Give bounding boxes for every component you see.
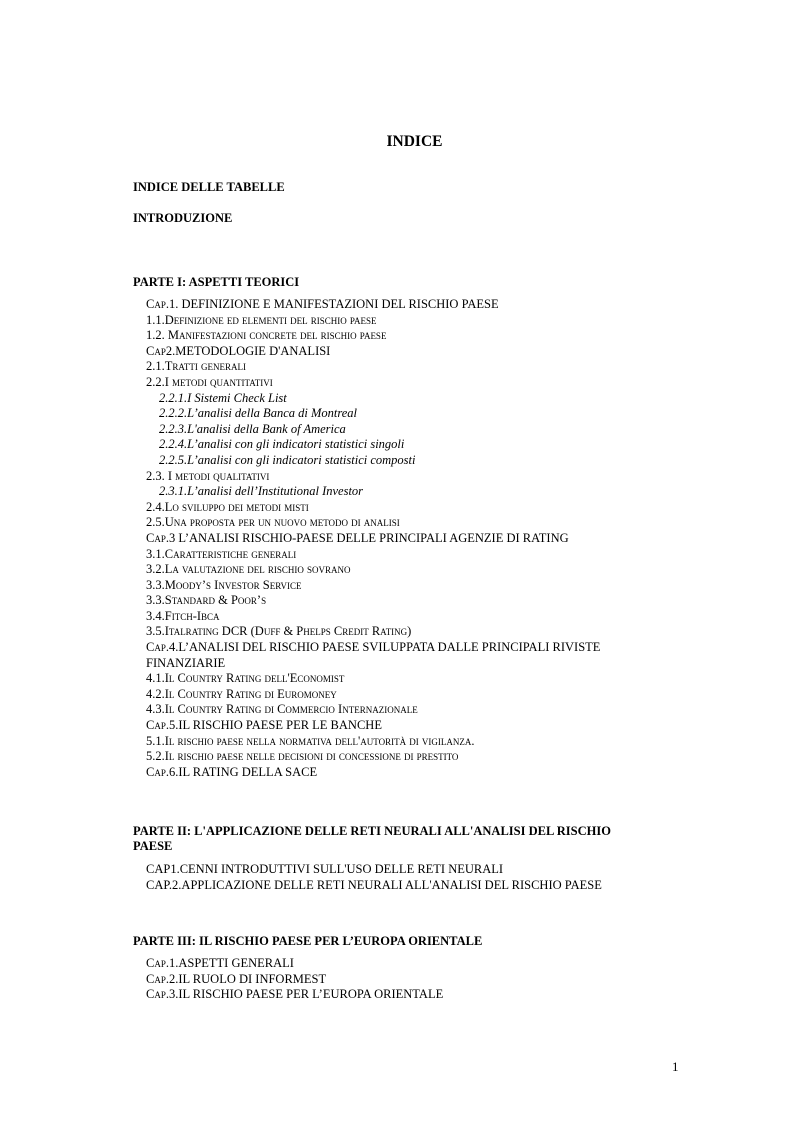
toc-entry: CAP1.CENNI INTRODUTTIVI SULL'USO DELLE RETI NEURALI <box>146 862 504 876</box>
toc-entry: Cap.3.IL RISCHIO PAESE PER L’EUROPA ORIENTALE <box>146 987 444 1002</box>
toc-entry: Cap.3 L’ANALISI RISCHIO-PAESE DELLE PRINCIPALI AGENZIE DI RATING <box>146 530 569 545</box>
toc-entry: 2.3. I metodi qualitativi <box>146 468 270 483</box>
toc-entry: Cap.1.ASPETTI GENERALI <box>146 956 294 970</box>
toc-entry: CAP.2.APPLICAZIONE DELLE RETI NEURALI ALL'ANALISI DEL RISCHIO PAESE <box>146 877 602 892</box>
toc-entry: 2.1.Tratti generali <box>146 359 246 374</box>
part-2-heading: PARTE II: L'APPLICAZIONE DELLE RETI NEURALI ALL'ANALISI DEL RISCHIO PAESE <box>133 824 611 853</box>
toc-entry: 1.2. Manifestazioni concrete del rischio paese <box>146 328 387 343</box>
toc-entry: Cap.6.IL RATING DELLA SACE <box>146 764 318 779</box>
toc-entry: 4.3.Il Country Rating di Commercio Internazionale <box>146 702 418 717</box>
page-title: INDICE <box>386 133 443 150</box>
toc-entry: 4.2.Il Country Rating di Euromoney <box>146 686 337 701</box>
toc-entry: Cap.2.IL RUOLO DI INFORMEST <box>146 971 327 986</box>
toc-entry: 2.2.2.L’analisi della Banca di Montreal <box>159 406 358 421</box>
toc-entry: 5.1.Il rischio paese nella normativa dell'autorità di vigilanza. <box>146 733 475 748</box>
toc-entry: 2.2.4.L’analisi con gli indicatori statistici singoli <box>159 437 405 452</box>
toc-entry: 5.2.Il rischio paese nelle decisioni di concessione di prestito <box>146 749 459 764</box>
front-heading-tables: INDICE DELLE TABELLE <box>133 180 285 194</box>
toc-entry: 2.2.5.L’analisi con gli indicatori statistici composti <box>159 452 416 467</box>
toc-entry: Cap2.METODOLOGIE D'ANALISI <box>146 343 331 358</box>
toc-entry: 2.5.Una proposta per un nuovo metodo di analisi <box>146 515 400 530</box>
toc-entry: 3.2.La valutazione del rischio sovrano <box>146 562 351 577</box>
toc-entry: 2.2.3.L'analisi della Bank of America <box>159 421 346 436</box>
toc-entry: 1.1.Definizione ed elementi del rischio paese <box>146 312 377 327</box>
toc-entry: 4.1.Il Country Rating dell'Economist <box>146 671 345 686</box>
part-1-heading: PARTE I: ASPETTI TEORICI <box>133 275 300 289</box>
page-number: 1 <box>672 1059 679 1074</box>
toc-entry: Cap.1. DEFINIZIONE E MANIFESTAZIONI DEL RISCHIO PAESE <box>146 297 499 311</box>
toc-entry: 2.2.I metodi quantitativi <box>146 374 273 389</box>
toc-entry: 2.4.Lo sviluppo dei metodi misti <box>146 499 309 514</box>
front-heading-introduction: INTRODUZIONE <box>133 211 233 225</box>
part-3-entries <box>146 956 646 1003</box>
part-1-entries <box>146 297 646 780</box>
toc-entry: Cap.4.L’ANALISI DEL RISCHIO PAESE SVILUPPATA DALLE PRINCIPALI RIVISTE FINANZIARIE <box>146 640 601 670</box>
toc-entry: 2.3.1.L’analisi dell’Institutional Investor <box>159 484 364 499</box>
toc-entry: 3.5.Italrating DCR (Duff & Phelps Credit Rating) <box>146 624 412 639</box>
toc-entry: Cap.5.IL RISCHIO PAESE PER LE BANCHE <box>146 718 382 733</box>
toc-entry: 3.3.Moody’s Investor Service <box>146 577 302 592</box>
toc-entry: 3.1.Caratteristiche generali <box>146 546 297 561</box>
toc-entry: 3.4.Fitch-Ibca <box>146 608 220 623</box>
toc-entry: 3.3.Standard & Poor’s <box>146 593 267 608</box>
part-2-entries <box>146 862 646 893</box>
part-3-heading: PARTE III: IL RISCHIO PAESE PER L’EUROPA ORIENTALE <box>133 934 483 948</box>
toc-entry: 2.2.1.I Sistemi Check List <box>159 390 287 405</box>
